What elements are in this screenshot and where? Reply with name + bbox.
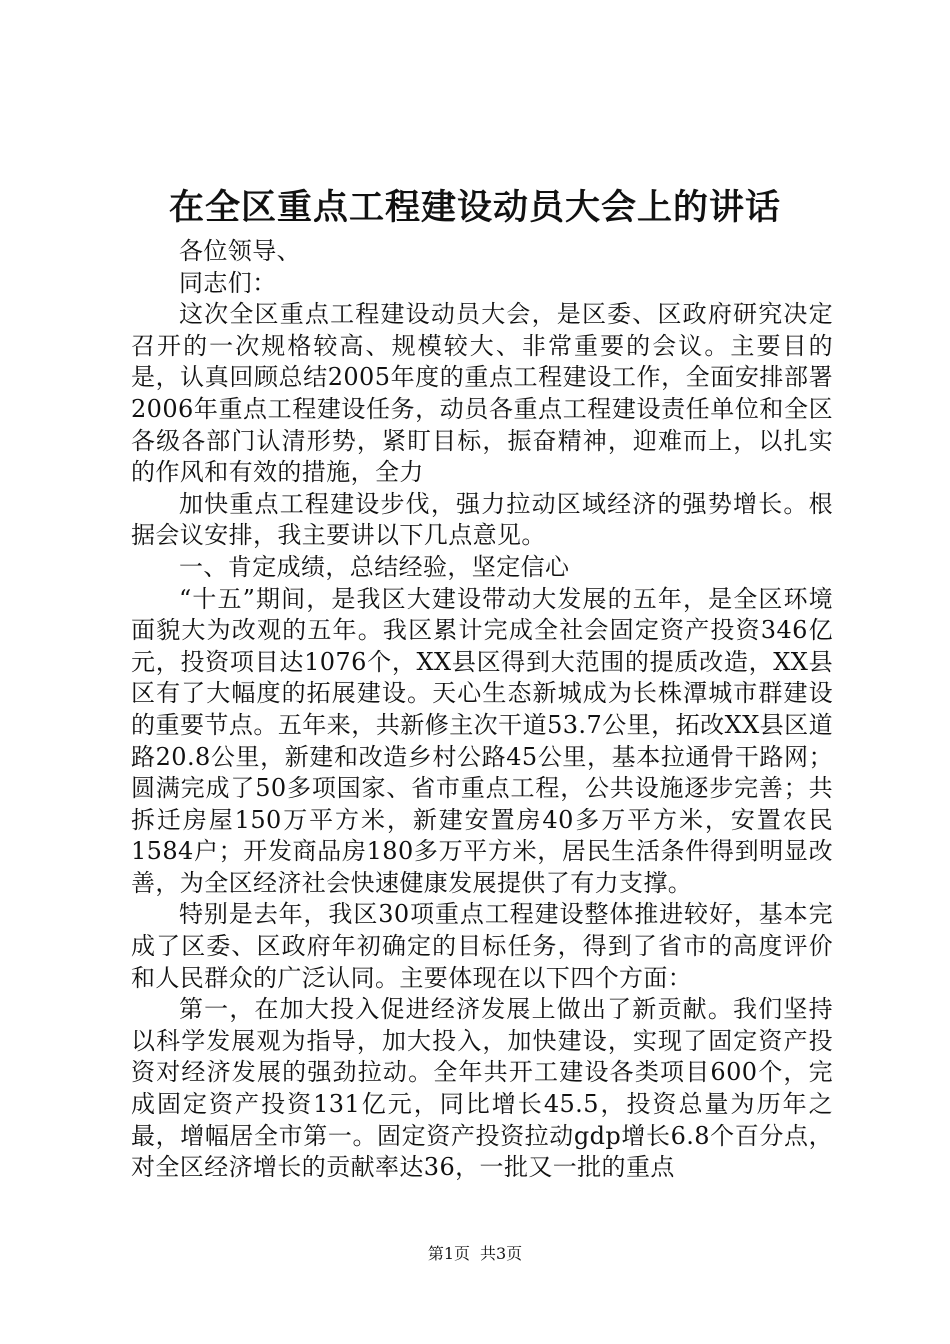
- salutation-comrades: 同志们：: [179, 268, 277, 297]
- document-title: 在全区重点工程建设动员大会上的讲话: [168, 187, 781, 228]
- paragraph-intro-continued: 加快重点工程建设步伐，强力拉动区域经济的强势增长。根据会议安排，我主要讲以下几点意见。: [131, 489, 833, 550]
- document-body: [131, 236, 833, 1184]
- section-heading-1: 一、肯定成绩，总结经验，坚定信心: [179, 552, 570, 581]
- paragraph-first-point: 第一，在加大投入促进经济发展上做出了新贡献。我们坚持以科学发展观为指导，加大投入，加快建设，实现了固定资产投资对经济发展的强劲拉动。全年共开工建设各类项目600个，完成固定资产投资131亿元，同比增长45.5，投资总量为历年之最，增幅居全市第一。固定资产投资拉动gdp增长6.8个百分点，对全区经济增长的贡献率达36，一批又一批的重点: [131, 995, 833, 1182]
- salutation-leaders: 各位领导、: [179, 237, 301, 265]
- paragraph-five-year-review: “十五”期间，是我区大建设带动大发展的五年，是全区环境面貌大为改观的五年。我区累计完成全社会固定资产投资346亿元，投资项目达1076个，XX县区得到大范围的提质改造，XX县区有了大幅度的拓展建设。天心生态新城成为长株潭城市群建设的重要节点。五年来，共新修主次干道53.7公里，拓改XX县区道路20.8公里，新建和改造乡村公路45公里，基本拉通骨干路网；圆满完成了50多项国家、省市重点工程，公共设施逐步完善；共拆迁房屋150万平方米，新建安置房40多万平方米，安置农民1584户；开发商品房180多万平方米，居民生活条件得到明显改善，为全区经济社会快速健康发展提供了有力支撑。: [131, 584, 833, 897]
- paragraph-intro: 这次全区重点工程建设动员大会，是区委、区政府研究决定召开的一次规格较高、规模较大、非常重要的会议。主要目的是，认真回顾总结2005年度的重点工程建设工作，全面安排部署2006年重点工程建设任务，动员各重点工程建设责任单位和全区各级各部门认清形势，紧盯目标，振奋精神，迎难而上，以扎实的作风和有效的措施，全力: [131, 300, 833, 487]
- page-number: 第1页: [427, 1244, 470, 1263]
- paragraph-last-year: 特别是去年，我区30项重点工程建设整体推进较好，基本完成了区委、区政府年初确定的目标任务，得到了省市的高度评价和人民群众的广泛认同。主要体现在以下四个方面：: [131, 900, 833, 992]
- page-footer: [0, 1242, 950, 1266]
- page-total: 共3页: [480, 1244, 523, 1263]
